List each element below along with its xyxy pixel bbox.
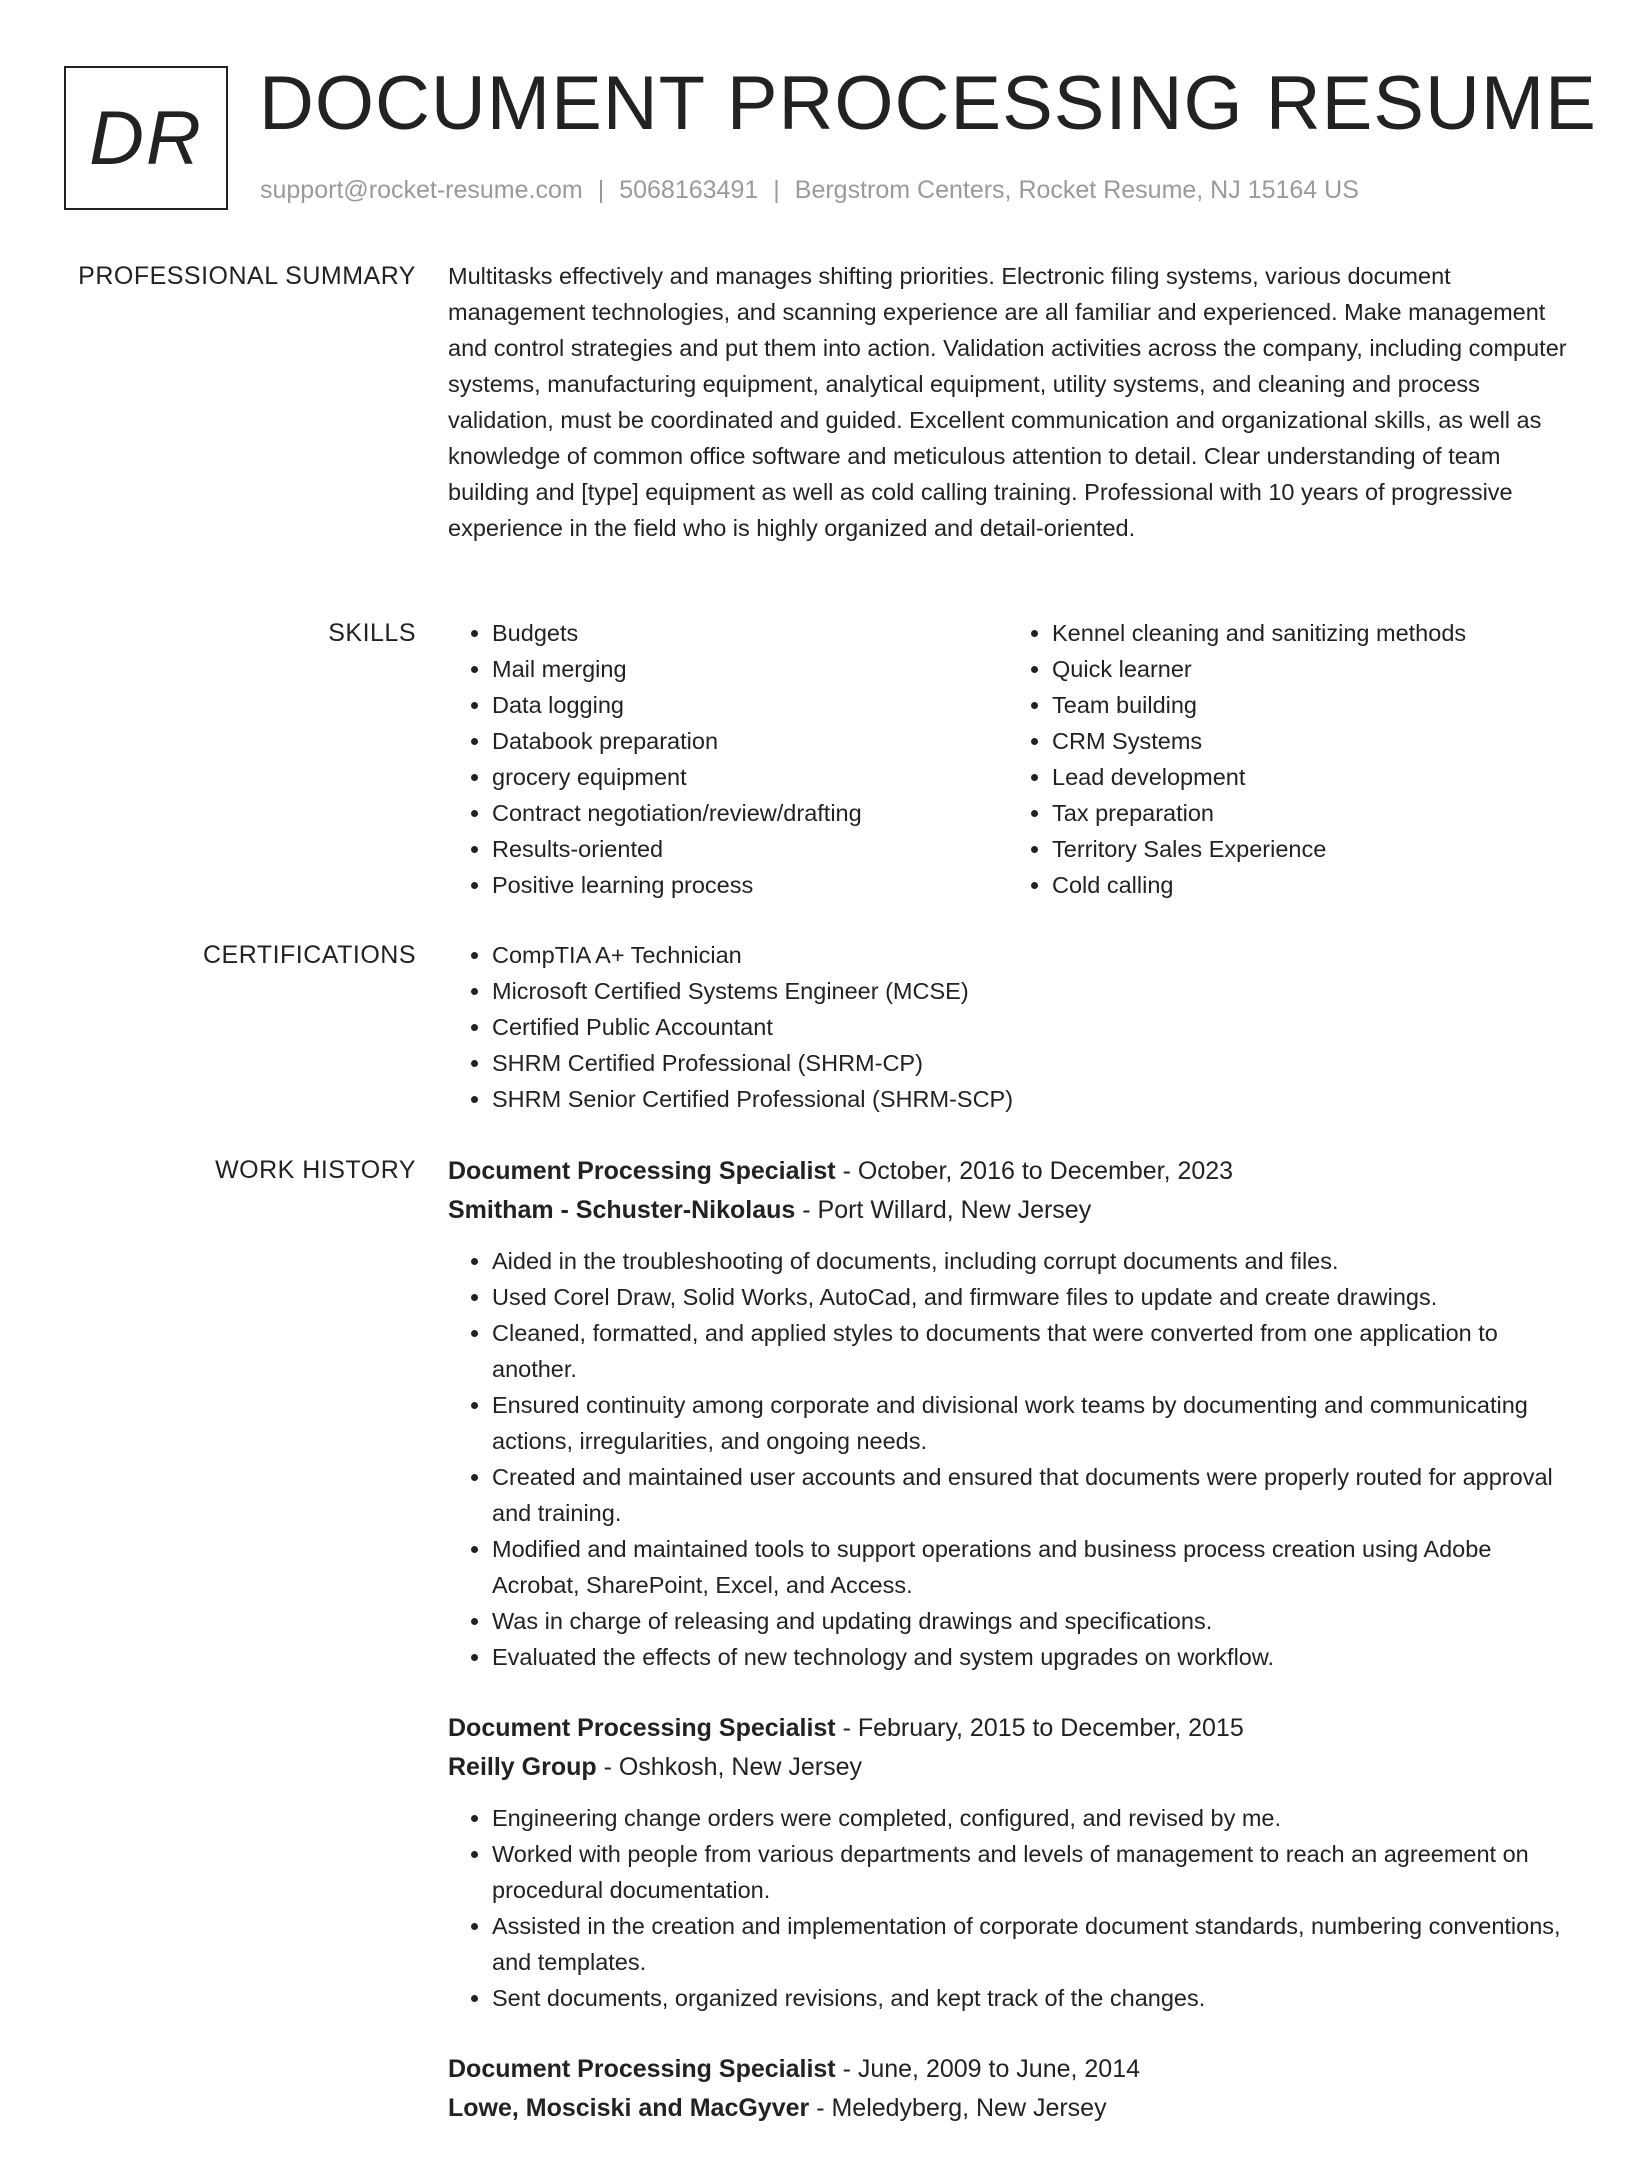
job-duty-item: • Sent documents, organized revisions, and kept track of the changes. [492,1980,1568,2016]
skill-item: • Cold calling [1052,867,1568,903]
job-company-line [448,1748,1568,1787]
job-dates: - June, 2009 to June, 2014 [835,2055,1141,2083]
skills-list-right [1008,615,1568,903]
summary-text: Multitasks effectively and manages shifting priorities. Electronic filing systems, various document management technologies, and scanning experience are all familiar and experienced. Make management and control strategies and put them into action. Validation activities across the company, including computer systems, manufacturing equipment, analytical equipment, utility systems, and cleaning and process validation, must be coordinated and guided. Excellent communication and organizational skills, as well as knowledge of common office software and meticulous attention to detail. Clear understanding of team building and [type] equipment as well as cold calling training. Professional with 10 years of progressive experience in the field who is highly organized and detail-oriented. [448,263,1567,541]
skill-item: • Data logging [492,687,1008,723]
skill-item: • Mail merging [492,651,1008,687]
certifications-body [448,937,1568,1117]
job-duty-item: • Aided in the troubleshooting of documents, including corrupt documents and files. [492,1243,1568,1279]
job-duty-item: • Was in charge of releasing and updating drawings and specifications. [492,1603,1568,1639]
job-title: Document Processing Specialist [448,1157,836,1185]
job-company-line [448,1191,1568,1230]
skill-item: • Territory Sales Experience [1052,831,1568,867]
skill-item: • CRM Systems [1052,723,1568,759]
job-duty-item: • Engineering change orders were completed, configured, and revised by me. [492,1800,1568,1836]
certification-item: • SHRM Certified Professional (SHRM-CP) [492,1045,1568,1081]
job-title-line [448,1152,1568,1191]
section-label-certifications: CERTIFICATIONS [202,941,416,969]
contact-email: support@rocket-resume.com [260,176,583,204]
skill-item: • Lead development [1052,759,1568,795]
skill-item: • Tax preparation [1052,795,1568,831]
certification-item: • Certified Public Accountant [492,1009,1568,1045]
job-entry [448,1709,1568,2016]
job-duties-list [448,1800,1568,2016]
resume-title: DOCUMENT PROCESSING RESUME [259,61,1597,146]
skill-item: • Databook preparation [492,723,1008,759]
job-duty-item: • Created and maintained user accounts and ensured that documents were properly routed for approval and training. [492,1459,1568,1531]
contact-address: Bergstrom Centers, Rocket Resume, NJ 15164 US [794,176,1359,204]
section-label-summary: PROFESSIONAL SUMMARY [78,262,416,290]
job-entry [448,2050,1568,2128]
section-label-work-history: WORK HISTORY [215,1156,416,1184]
job-title: Document Processing Specialist [448,1714,836,1742]
job-location: - Port Willard, New Jersey [795,1196,1092,1224]
job-company-line [448,2089,1568,2128]
job-location: - Oshkosh, New Jersey [596,1753,862,1781]
resume-header [64,61,1597,210]
contact-line [260,176,1359,205]
skill-item: • Quick learner [1052,651,1568,687]
summary-body [448,258,1568,546]
job-duty-item: • Cleaned, formatted, and applied styles to documents that were converted from one application to another. [492,1315,1568,1387]
job-duty-item: • Assisted in the creation and implementation of corporate document standards, numbering conventions, and templates. [492,1908,1568,1980]
skill-item: • Contract negotiation/review/drafting [492,795,1008,831]
job-company: Reilly Group [448,1753,597,1781]
skill-item: • Team building [1052,687,1568,723]
job-dates: - February, 2015 to December, 2015 [835,1714,1244,1742]
job-title: Document Processing Specialist [448,2055,836,2083]
contact-separator: | [773,176,780,204]
job-entry [448,1152,1568,1675]
certifications-list [448,937,1568,1117]
job-title-line [448,2050,1568,2089]
skills-body [448,615,1568,903]
job-company: Smitham - Schuster-Nikolaus [448,1196,796,1224]
skill-item: • Budgets [492,615,1008,651]
certification-item: • Microsoft Certified Systems Engineer (MCSE) [492,973,1568,1009]
skill-item: • Positive learning process [492,867,1008,903]
contact-separator: | [597,176,605,204]
certification-item: • CompTIA A+ Technician [492,937,1568,973]
job-company: Lowe, Mosciski and MacGyver [448,2094,810,2122]
job-duty-item: • Worked with people from various departments and levels of management to reach an agreement on procedural documentation. [492,1836,1568,1908]
skill-item: • Kennel cleaning and sanitizing methods [1052,615,1568,651]
section-label-skills: SKILLS [328,619,416,647]
job-duties-list [448,1243,1568,1675]
job-duty-item: • Ensured continuity among corporate and divisional work teams by documenting and communicating actions, irregularities, and ongoing needs. [492,1387,1568,1459]
job-title-line [448,1709,1568,1748]
skills-list-left [448,615,1008,903]
certification-item: • SHRM Senior Certified Professional (SHRM-SCP) [492,1081,1568,1117]
job-duty-item: • Evaluated the effects of new technology and system upgrades on workflow. [492,1639,1568,1675]
monogram-logo: DR [64,66,228,210]
job-dates: - October, 2016 to December, 2023 [835,1157,1234,1185]
skill-item: • grocery equipment [492,759,1008,795]
job-duty-item: • Modified and maintained tools to support operations and business process creation using Adobe Acrobat, SharePoint, Excel, and Access. [492,1531,1568,1603]
job-location: - Meledyberg, New Jersey [809,2094,1107,2122]
skill-item: • Results-oriented [492,831,1008,867]
work-history-body [448,1152,1568,2162]
job-duty-item: • Used Corel Draw, Solid Works, AutoCad, and firmware files to update and create drawings. [492,1279,1568,1315]
contact-phone: 5068163491 [619,176,759,204]
